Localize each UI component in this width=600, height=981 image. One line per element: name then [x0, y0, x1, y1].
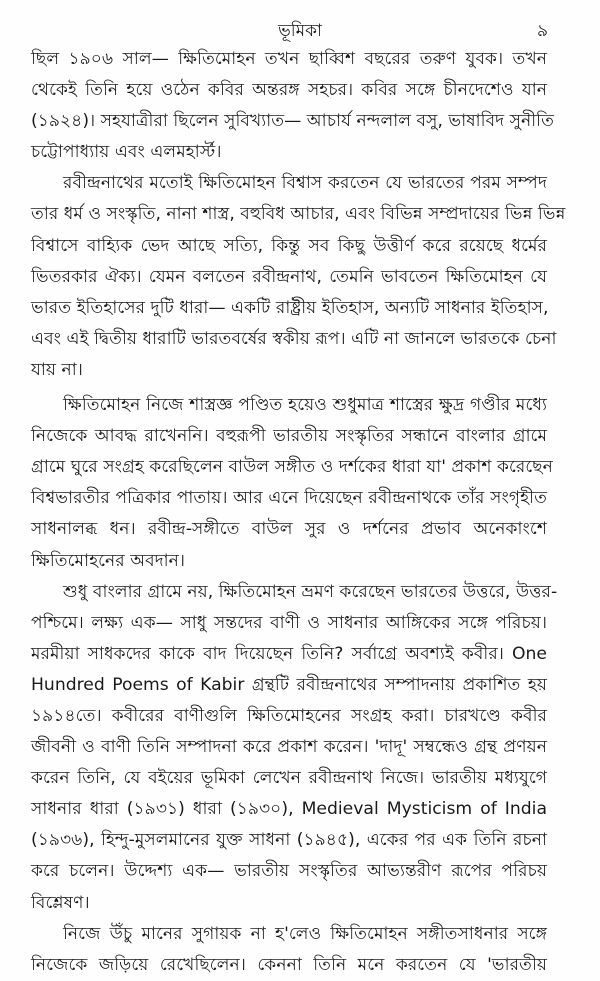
text-line: রবীন্দ্রনাথের মতোই ক্ষিতিমোহন বিশ্বাস করতেন যে ভারতের পরম সম্পদ — [63, 173, 547, 194]
paragraph-5 — [31, 919, 547, 981]
text-line: ভিতরকার ঐক্য। যেমন বলতেন রবীন্দ্রনাথ, তেমনি ভাবতেন ক্ষিতিমোহন যে — [31, 266, 547, 287]
text-line: ক্ষিতিমোহন নিজে শাস্ত্রজ্ঞ পণ্ডিত হয়েও শুধুমাত্র শাস্ত্রের ক্ষুদ্র গণ্ডীর মধ্যে — [63, 395, 547, 416]
paragraph-3 — [31, 390, 553, 577]
chapter-title: ভূমিকা — [278, 21, 322, 41]
text-line: নিজেকে জড়িয়ে রেখেছিলেন। কেননা তিনি মনে করতেন যে 'ভারতীয় — [31, 954, 547, 975]
text-line: থেকেই তিনি হয়ে ওঠেন কবির অন্তরঙ্গ সহচর। কবির সঙ্গে চীনদেশেও যান — [31, 80, 547, 101]
text-line: শুধু বাংলার গ্রামে নয়, ক্ষিতিমোহন ভ্রমণ করেছেন ভারতের উত্তরে, উত্তর- — [63, 581, 558, 602]
text-line: জীবনী ও বাণী তিনি সম্পাদনা করে প্রকাশ করেন। 'দাদূ' সম্বন্ধেও গ্রন্থ প্রণয়ন — [31, 737, 547, 758]
page-number: ৯ — [536, 21, 548, 41]
text-line: ১৯১৪তে। কবীরের বাণীগুলি ক্ষিতিমোহনের সংগ্রহ করা। চারখণ্ডে কবীর — [31, 705, 547, 726]
text-line: (১৯৩৬), হিন্দু-মুসলমানের যুক্ত সাধনা (১৯৪৫), একের পর এক তিনি রচনা — [31, 830, 547, 851]
text-line: গ্রামে ঘুরে সংগ্রহ করেছিলেন বাউল সঙ্গীত ও দর্শকের ধারা যা' প্রকাশ করেছেন — [31, 457, 553, 478]
text-line: ছিল ১৯০৬ সাল— ক্ষিতিমোহন তখন ছাব্বিশ বছরের তরুণ যুবক। তখন — [31, 49, 547, 69]
text-line: ভারত ইতিহাসের দুটি ধারা— একটি রাষ্ট্রীয় ইতিহাস, অন্যটি সাধনার ইতিহাস, — [31, 297, 549, 318]
text-line: সাধনার ধারা (১৯৩১) ধারা (১৯৩০), Medieval Mysticism of India — [31, 799, 547, 820]
text-line: মরমীয়া সাধকদের কাকে বাদ দিয়েছেন তিনি? সর্বাগ্রে অবশ্যই কবীর। One — [31, 643, 547, 664]
text-line: (১৯২৪)। সহযাত্রীরা ছিলেন সুবিখ্যাত— আচার্য নন্দলাল বসু, ভাষাবিদ সুনীতি — [31, 111, 554, 132]
text-line: Hundred Poems of Kabir গ্রন্থটি রবীন্দ্রনাথের সম্পাদনায় প্রকাশিত হয় — [31, 674, 547, 695]
paragraph-4 — [31, 577, 558, 919]
paragraph-1 — [31, 44, 554, 168]
text-line: চট্টোপাধ্যায় এবং এলমহার্স্ট। — [31, 142, 222, 163]
text-line: সাধনালব্ধ ধন। রবীন্দ্র-সঙ্গীতে বাউল সুর ও দর্শনের প্রভাব অনেকাংশে — [31, 519, 547, 540]
text-line: বিশ্লেষণ। — [31, 892, 90, 913]
text-line: যায় না। — [31, 359, 83, 380]
text-line: নিজেকে আবদ্ধ রাখেননি। বহুরূপী ভারতীয় সংস্কৃতির সন্ধানে বাংলার গ্রামে — [31, 426, 547, 447]
text-line: বিশ্বভারতীর পত্রিকার পাতায়। আর এনে দিয়েছেন রবীন্দ্রনাথকে তাঁর সংগৃহীত — [31, 488, 547, 509]
text-line: করে চলেন। উদ্দেশ্য এক— ভারতীয় সংস্কৃতির আভ্যন্তরীণ রূপের পরিচয় — [31, 861, 547, 882]
text-line: পশ্চিমে। লক্ষ্য এক— সাধু সন্তদের বাণী ও সাধনার আঙ্গিকের সঙ্গে পরিচয়। — [31, 612, 547, 633]
body-text — [31, 44, 566, 981]
text-line: নিজে উঁচু মানের সুগায়ক না হ'লেও ক্ষিতিমোহন সঙ্গীতসাধনার সঙ্গে — [63, 923, 547, 944]
paragraph-2 — [31, 168, 566, 386]
text-line: করেন তিনি, যে বইয়ের ভূমিকা লেখেন রবীন্দ্রনাথ নিজে। ভারতীয় মধ্যযুগে — [31, 768, 547, 789]
text-line: ক্ষিতিমোহনের অবদান। — [31, 550, 186, 571]
text-line: তার ধর্ম ও সংস্কৃতি, নানা শাস্ত্র, বহুবিধ আচার, এবং বিভিন্ন সম্প্রদায়ের ভিন্ন ভিন্ন — [31, 204, 566, 225]
text-line: বিশ্বাসে বাহ্যিক ভেদ আছে সত্যি, কিন্তু সব কিছু উত্তীর্ণ করে রয়েছে ধর্মের — [31, 235, 547, 256]
text-line: এবং এই দ্বিতীয় ধারাটি ভারতবর্ষের স্বকীয় রূপ। এটি না জানলে ভারতকে চেনা — [31, 328, 557, 349]
running-head — [0, 18, 600, 42]
